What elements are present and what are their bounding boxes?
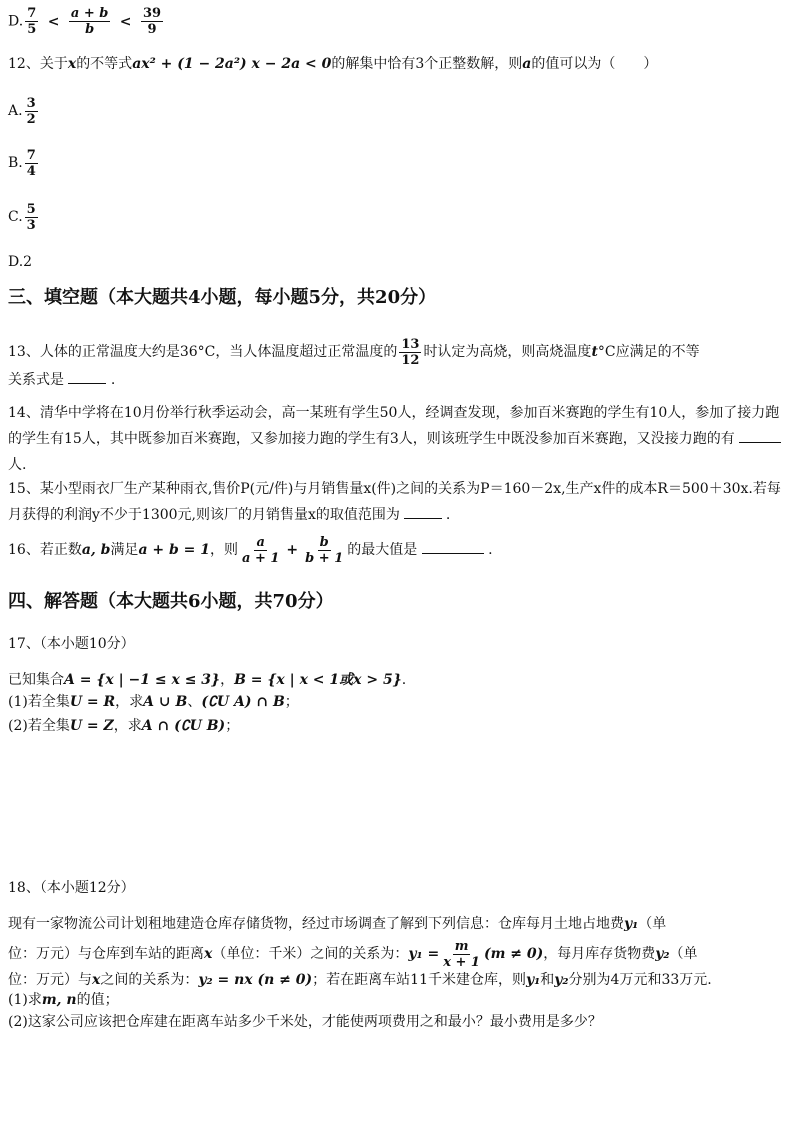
q17-given: 已知集合A = {x | −1 ≤ x ≤ 3}，B = {x | x < 1或x > 5}.: [8, 672, 407, 688]
q17-part1: (1)若全集U = R，求A ∪ B、(∁U A) ∩ B；: [8, 694, 299, 710]
q18-header: 18、（本小题12分）: [8, 880, 135, 896]
q12-option-b[interactable]: B. $\frac{7}{4}$: [8, 147, 36, 179]
fraction: $\frac{5}{3}$: [26, 201, 36, 233]
q18-part2: (2)这家公司应该把仓库建在距离车站多少千米处，才能使两项费用之和最小？最小费用是多少？: [8, 1014, 602, 1030]
section-heading-solutions: 四、解答题（本大题共6小题，共70分）: [8, 591, 334, 612]
q17-header: 17、（本小题10分）: [8, 636, 135, 652]
answer-blank[interactable]: [739, 430, 781, 443]
fraction: $\frac{b}{b + 1}$: [305, 534, 344, 566]
q13-line2: 关系式是 .: [8, 372, 116, 388]
q12-option-a[interactable]: A. $\frac{3}{2}$: [8, 95, 36, 127]
q17-part2: (2)若全集U = Z，求A ∩ (∁U B)；: [8, 718, 240, 734]
fraction: $\frac{m}{x + 1}$: [443, 938, 480, 970]
q12-option-c[interactable]: C. $\frac{5}{3}$: [8, 201, 36, 233]
q15: 15、某小型雨衣厂生产某种雨衣,售价P(元/件)与月销售量x(件)之间的关系为P＝160－2x,生产x件的成本R＝500＋30x.若每月获得的利润y不少于1300元,则该厂的月销售量x的取值范围为 .: [8, 481, 781, 523]
q18-line3: 位：万元）与x之间的关系为：y₂ = nx (n ≠ 0)；若在距离车站11千米建仓库，则y₁和y₂分别为4万元和33万元.: [8, 972, 712, 988]
fraction: $\frac{7}{5}$: [27, 6, 37, 37]
answer-blank[interactable]: [404, 506, 442, 519]
fraction: $\frac{13}{12}$: [401, 336, 420, 368]
q12-stem: 12、关于x的不等式ax² + (1 − 2a²) x − 2a < 0的解集中恰有3个正整数解，则a的值可以为（ ）: [8, 56, 658, 72]
answer-blank[interactable]: [422, 541, 484, 554]
q18-line2: 位：万元）与仓库到车站的距离x（单位：千米）之间的关系为：y₁ = $\frac{m}{x + 1}$ (m ≠ 0)，每月库存货物费y₂（单: [8, 938, 698, 970]
answer-blank[interactable]: [68, 371, 106, 384]
fraction: $\frac{a}{a + 1}$: [242, 534, 280, 566]
q18-line1: 现有一家物流公司计划租地建造仓库存储货物，经过市场调查了解到下列信息：仓库每月土地占地费y₁（单: [8, 916, 667, 932]
q12-option-d[interactable]: D.2: [8, 254, 33, 270]
section-heading-fill-in: 三、填空题（本大题共4小题，每小题5分，共20分）: [8, 287, 437, 308]
q11-option-d[interactable]: D. $\frac{7}{5}$ < $\frac{a + b}{b}$ < $\frac{39}{9}$: [8, 6, 162, 37]
q18-part1: (1)求m, n的值；: [8, 992, 119, 1008]
fraction: $\frac{39}{9}$: [142, 6, 162, 37]
fraction: $\frac{7}{4}$: [26, 147, 36, 179]
q16: 16、若正数a, b满足a + b = 1，则 $\frac{a}{a + 1}$ + $\frac{b}{b + 1}$ 的最大值是 .: [8, 534, 493, 566]
fraction: $\frac{a + b}{b}$: [70, 6, 109, 37]
q14: 14、清华中学将在10月份举行秋季运动会，高一某班有学生50人，经调查发现，参加百米赛跑的学生有10人，参加了接力跑的学生有15人，其中既参加百米赛跑，又参加接力跑的学生有3人，则该班学生中既没参加百米赛跑，又没接力跑的有人.: [8, 405, 780, 473]
fraction: $\frac{3}{2}$: [26, 95, 36, 127]
q13-line1: 13、人体的正常温度大约是36°C，当人体温度超过正常温度的 $\frac{13}{12}$ 时认定为高烧，则高烧温度t°C应满足的不等: [8, 336, 700, 368]
